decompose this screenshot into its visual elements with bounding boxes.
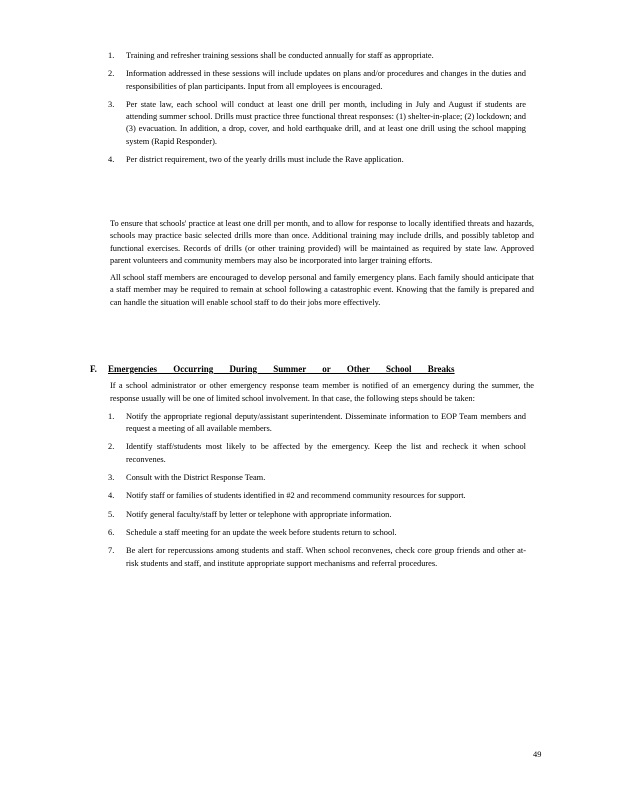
step-number: 4. [108, 491, 115, 501]
page-number: 49 [533, 750, 542, 759]
step-item [0, 472, 618, 484]
step-number: 7. [108, 546, 115, 556]
step-text: Notify staff or families of students identified in #2 and recommend community resources for support. [126, 491, 466, 501]
section-heading [0, 363, 618, 375]
list-text: Per district requirement, two of the yearly drills must include the Rave application. [126, 155, 404, 165]
step-number: 6. [108, 527, 115, 537]
step-text: Schedule a staff meeting for an update the week before students return to school. [126, 527, 397, 537]
step-number: 3. [108, 473, 115, 483]
list-number: 3. [108, 99, 115, 109]
step-item [0, 441, 618, 466]
list-number: 4. [108, 155, 115, 165]
step-text: Identify staff/students most likely to be affected by the emergency. Keep the list and recheck it when school reconvenes. [126, 442, 526, 464]
training-list [0, 50, 618, 166]
step-item [0, 509, 618, 521]
list-text: Training and refresher training sessions shall be conducted annually for staff as appropriate. [126, 51, 434, 60]
paragraph: All school staff members are encouraged to develop personal and family emergency plans. Each family should anticipate that a staff member may be required to remain at school following a catastrophic event. Knowing that the family is prepared and can handle the situation will enable school staff to do their jobs more effectively. [110, 273, 534, 307]
step-number: 2. [108, 442, 115, 452]
step-number: 1. [108, 411, 115, 421]
section-letter: F. [90, 364, 97, 374]
step-item [0, 411, 618, 436]
list-item [0, 154, 618, 166]
list-text: Information addressed in these sessions will include updates on plans and/or procedures and changes in the duties and responsibilities of plan participants. Input from all employees is encouraged. [126, 69, 526, 91]
step-item [0, 490, 618, 502]
step-text: Notify general faculty/staff by letter or telephone with appropriate information. [126, 509, 392, 519]
step-text: Be alert for repercussions among students and staff. When school reconvenes, check core group friends and other at-risk students and staff, and institute appropriate support mechanisms and referral procedures. [126, 546, 526, 568]
list-item [0, 68, 618, 93]
step-item [0, 527, 618, 539]
list-number: 1. [108, 51, 115, 60]
list-item [0, 99, 618, 148]
body-paragraphs [0, 218, 618, 309]
list-number: 2. [108, 69, 115, 79]
list-item [0, 50, 618, 62]
step-item [0, 545, 618, 570]
step-text: Notify the appropriate regional deputy/assistant superintendent. Disseminate information to EOP Team members and request a meeting of all available members. [126, 411, 526, 434]
step-number: 5. [108, 509, 115, 519]
section-intro: If a school administrator or other emergency response team member is notified of an emergency during the summer, the response usually will be one of limited school involvement. In that case, the following steps should be taken: [110, 381, 534, 403]
list-text: Per state law, each school will conduct at least one drill per month, including in July and August if students are attending summer school. Drills must practice three functional threat responses: (1) shelter-in-place; (2) lockdown; and (3) evacuation. In addition, a drop, cover, and hold earthquake drill, and at least one drill using the school mapping system (Rapid Responder). [126, 99, 526, 146]
step-text: Consult with the District Response Team. [126, 473, 266, 483]
section-title: Emergencies Occurring During Summer or Other School Breaks [108, 364, 455, 374]
paragraph: To ensure that schools' practice at least one drill per month, and to allow for response to locally identified threats and hazards, schools may practice basic selected drills more than once. Additional training may include drills, and possibly tabletop and functional exercises. Records of drills (or other training provided) will be maintained as required by state law. Approved parent volunteers and community members may also be incorporated into larger training efforts. [110, 219, 534, 265]
section-f [0, 363, 618, 570]
